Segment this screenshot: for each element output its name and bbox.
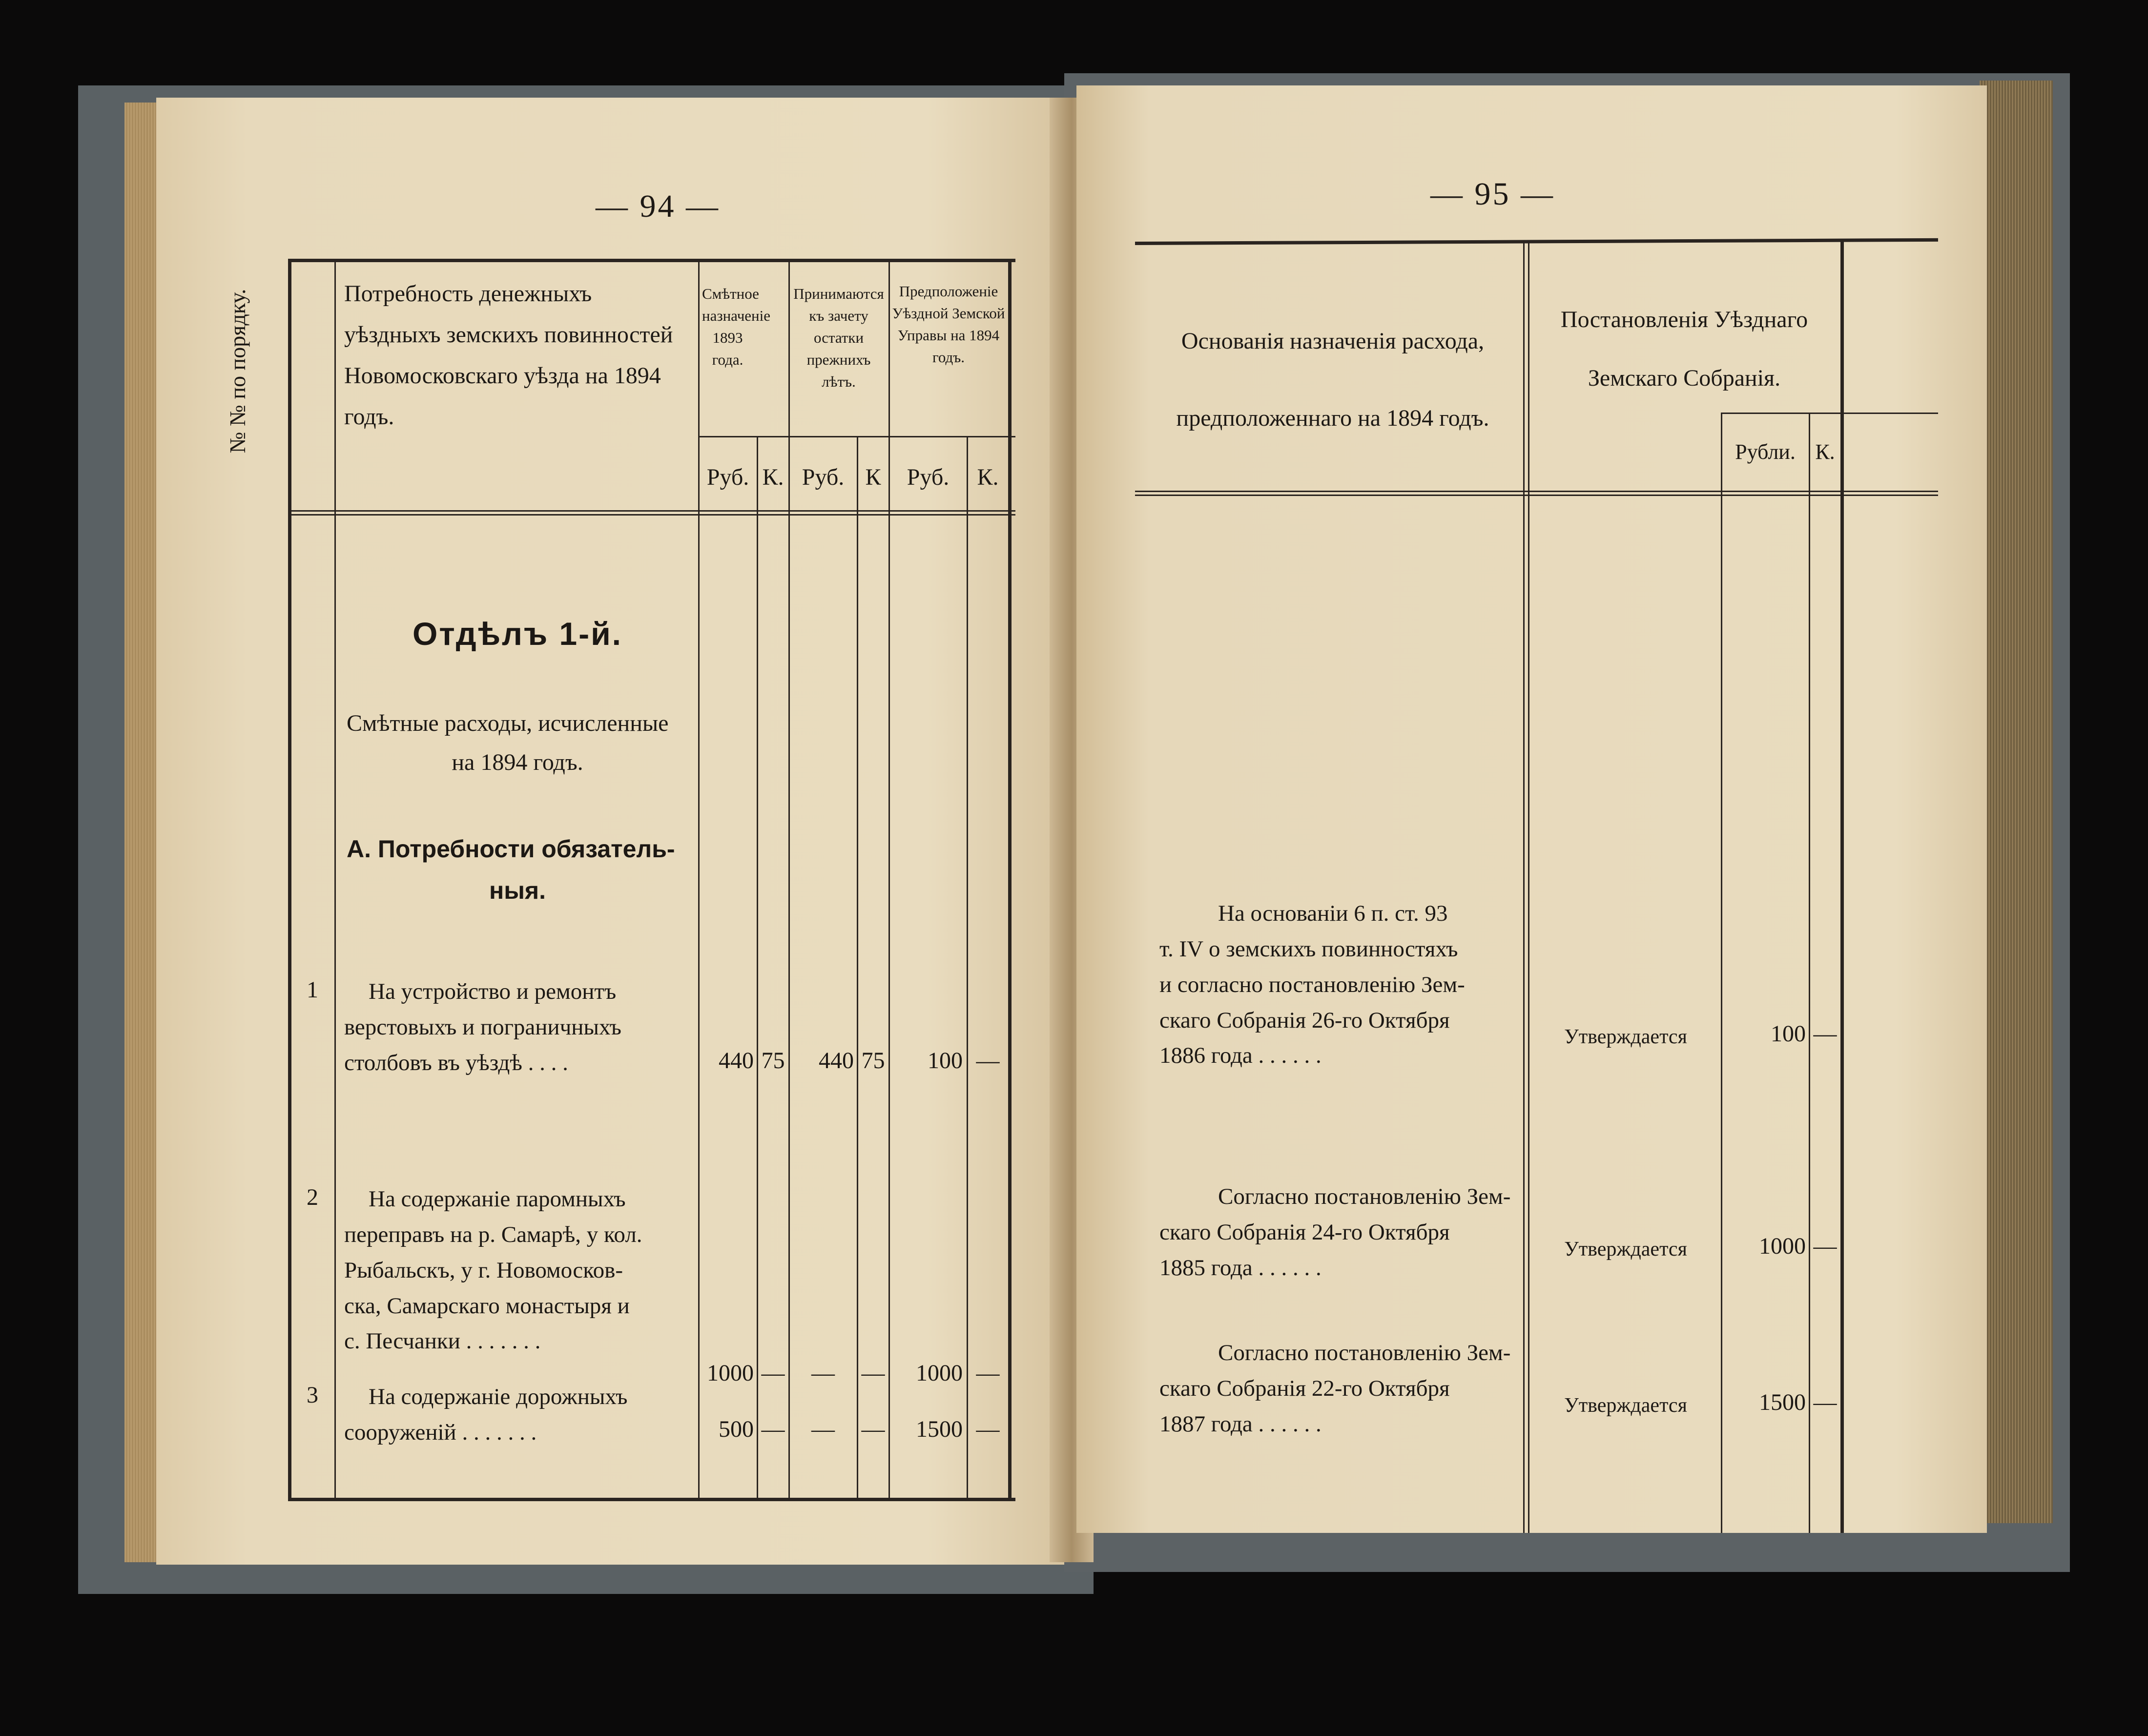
- left-page-row3: [156, 98, 1064, 1565]
- proposal-kop: —: [976, 1048, 1000, 1074]
- estimate-rub: 1000: [707, 1360, 754, 1386]
- col-line: [1528, 242, 1529, 1533]
- proposal-rub: 100: [928, 1048, 963, 1074]
- page-number: — 95 —: [1430, 176, 1555, 212]
- section-subtitle: на 1894 годъ.: [452, 749, 583, 775]
- accepted-rub: —: [811, 1360, 835, 1386]
- row-line: с. Песчанки . . . . . . .: [344, 1328, 541, 1354]
- accepted-kop: —: [861, 1360, 885, 1386]
- accepted-rub: 440: [819, 1048, 854, 1074]
- row-line: ска, Самарскаго монастыря и: [344, 1293, 630, 1319]
- order-column-header: № № по порядку.: [225, 289, 250, 454]
- estimate-kop: —: [761, 1416, 785, 1442]
- proposal-kop: —: [976, 1416, 1000, 1442]
- row-line: переправъ на р. Самарѣ, у кол.: [344, 1221, 642, 1247]
- row-line: 1885 года . . . . . .: [1159, 1255, 1322, 1281]
- unit-rub: Рубли.: [1735, 440, 1796, 464]
- decision-text: Утверждается: [1564, 1026, 1687, 1048]
- row-basis: [1159, 1179, 1521, 1286]
- row-line: т. IV о земскихъ повинностяхъ: [1159, 936, 1458, 962]
- header-rule: [1135, 491, 1938, 492]
- section-title: Отдѣлъ 1-й.: [412, 616, 623, 652]
- accepted-kop: 75: [861, 1048, 885, 1074]
- row-description: [344, 1379, 693, 1450]
- row-line: скаго Собранія 24-го Октября: [1159, 1219, 1450, 1245]
- estimate-kop: —: [761, 1360, 785, 1386]
- subsection-title: А. Потребности обязатель-: [347, 835, 675, 863]
- unit-kop: К.: [1815, 440, 1835, 464]
- row-number: 3: [307, 1382, 318, 1408]
- resolution-header: Постановленія Уѣзднаго Земскаго Собранія.: [1560, 307, 1808, 391]
- row-line: скаго Собранія 26-го Октября: [1159, 1007, 1450, 1033]
- row-line: скаго Собранія 22-го Октября: [1159, 1375, 1450, 1401]
- unit-rub: Руб.: [802, 464, 845, 490]
- row-line: сооруженій . . . . . . .: [344, 1419, 537, 1445]
- proposal-kop: —: [976, 1360, 1000, 1386]
- description-header: Потребность денежныхъ уѣздныхъ земскихъ повинностей Новомосковскаго уѣзда на 1894 годъ.: [344, 281, 673, 430]
- row-number: 1: [307, 977, 318, 1003]
- row-line: На содержаніе паромныхъ: [369, 1186, 626, 1212]
- accepted-kop: —: [861, 1416, 885, 1442]
- proposal-rub: 1500: [916, 1416, 963, 1442]
- col-line: [1523, 242, 1525, 1533]
- row-number: 2: [307, 1184, 318, 1210]
- resolution-rub: 1000: [1759, 1233, 1806, 1259]
- row-line: и согласно постановленію Зем-: [1159, 971, 1465, 997]
- decision-text: Утверждается: [1564, 1238, 1687, 1261]
- row-line: 1886 года . . . . . .: [1159, 1043, 1322, 1069]
- accepted-balance-header: Принимаются къ зачету остатки прежнихъ лѣтъ.: [793, 285, 884, 390]
- proposal-rub: 1000: [916, 1360, 963, 1386]
- col-line: [1721, 413, 1722, 1533]
- row-line: Согласно постановленію Зем-: [1218, 1340, 1511, 1365]
- resolution-kop: —: [1813, 1389, 1837, 1415]
- estimate-rub: 440: [719, 1048, 754, 1074]
- decision-text: Утверждается: [1564, 1394, 1687, 1417]
- row-line: На основаніи 6 п. ст. 93: [1218, 901, 1448, 926]
- header-rule-2: [1135, 495, 1938, 496]
- unit-rub: Руб.: [706, 464, 749, 490]
- estimate-rub: 500: [719, 1416, 754, 1442]
- page-number: — 94 —: [596, 188, 720, 224]
- unit-kop: К.: [762, 464, 784, 490]
- row-line: На устройство и ремонтъ: [369, 979, 617, 1004]
- col-line: [1840, 242, 1844, 1533]
- row-line: Рыбальскъ, у г. Новомосков-: [344, 1257, 623, 1283]
- row-line: Согласно постановленію Зем-: [1218, 1184, 1511, 1209]
- units-rule: [1721, 413, 1938, 414]
- unit-rub: Руб.: [907, 464, 950, 490]
- row-line: На содержаніе дорожныхъ: [369, 1384, 628, 1409]
- estimate-kop: 75: [761, 1048, 785, 1074]
- unit-kop: К.: [977, 464, 999, 490]
- section-subtitle: Смѣтные расходы, исчисленные: [347, 710, 669, 736]
- unit-kop: К: [865, 464, 881, 490]
- col-line: [1809, 413, 1810, 1533]
- row-basis: [1159, 1335, 1521, 1442]
- row-line: столбовъ въ уѣздѣ . . . .: [344, 1050, 568, 1075]
- accepted-rub: —: [811, 1416, 835, 1442]
- basis-header: Основанія назначенія расхода, предположеннаго на 1894 годъ.: [1176, 328, 1489, 432]
- subsection-title: ныя.: [489, 877, 546, 904]
- right-page: [1076, 85, 1987, 1533]
- row-line: верстовыхъ и пограничныхъ: [344, 1014, 621, 1040]
- resolution-rub: 100: [1771, 1021, 1806, 1047]
- proposal-1894-header: Предположеніе Уѣздной Земской Управы на 1894 годъ.: [892, 283, 1005, 366]
- row-line: 1887 года . . . . . .: [1159, 1411, 1322, 1437]
- resolution-kop: —: [1813, 1233, 1837, 1259]
- row-basis: [1159, 896, 1521, 1074]
- page-edges-right: [1980, 81, 2053, 1523]
- table-top-rule: [1135, 238, 1938, 245]
- estimate-1893-header: Смѣтное назначеніе 1893 года.: [702, 285, 771, 368]
- resolution-kop: —: [1813, 1021, 1837, 1047]
- resolution-rub: 1500: [1759, 1389, 1806, 1415]
